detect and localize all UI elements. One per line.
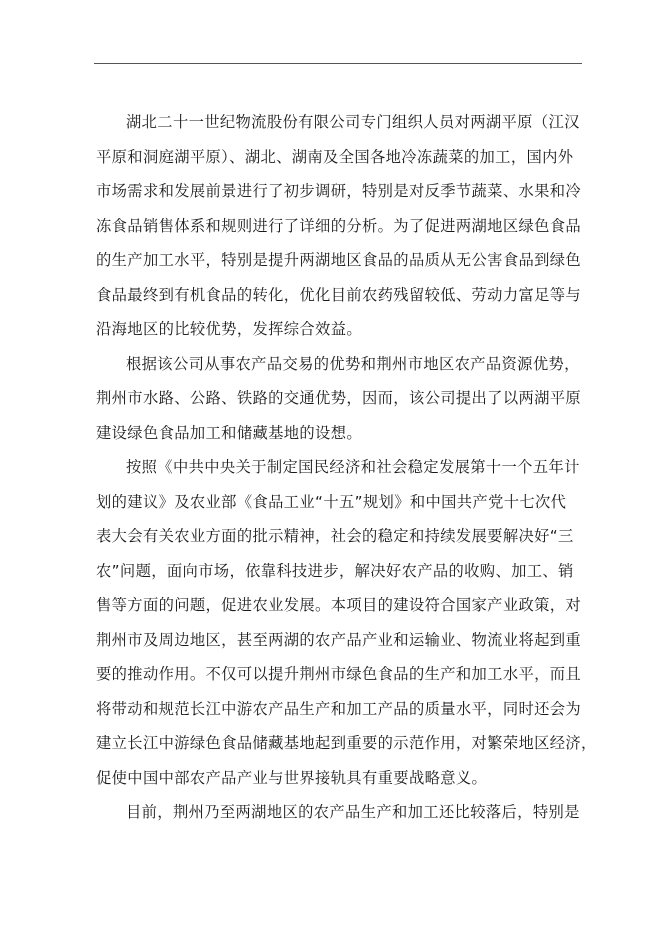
paragraph-1-line-3: 市场需求和发展前景进行了初步调研，特别是对反季节蔬菜、水果和冷 <box>96 182 582 200</box>
paragraph-3-line-7: 要的推动作用。不仅可以提升荆州市绿色食品的生产和加工水平，而且 <box>96 665 582 683</box>
paragraph-1-line-4: 冻食品销售体系和规则进行了详细的分析。为了促进两湖地区绿色食品 <box>96 216 582 235</box>
paragraph-3-line-1: 按照《中共中央关于制定国民经济和社会稳定发展第十一个五年计 <box>126 458 580 476</box>
paragraph-1-line-5: 的生产加工水平，特别是提升两湖地区食品的品质从无公害食品到绿色 <box>96 251 582 269</box>
paragraph-1-line-6: 食品最终到有机食品的转化，优化目前农药残留较低、劳动力富足等与 <box>96 285 582 304</box>
paragraph-2-line-1: 根据该公司从事农产品交易的优势和荆州市地区农产品资源优势， <box>126 354 580 373</box>
body-text <box>96 105 597 830</box>
paragraph-2-line-2: 荆州市水路、公路、铁路的交通优势，因而，该公司提出了以两湖平原 <box>96 389 582 407</box>
paragraph-2-line-3: 建设绿色食品加工和储藏基地的设想。 <box>96 423 362 442</box>
paragraph-3-line-8: 将带动和规范长江中游农产品生产和加工产品的质量水平，同时还会为 <box>96 699 582 718</box>
paragraph-3-line-3: 表大会有关农业方面的批示精神，社会的稳定和持续发展要解决好“三 <box>96 527 574 545</box>
header-rule <box>94 63 582 64</box>
paragraph-1-line-1: 湖北二十一世纪物流股份有限公司专门组织人员对两湖平原（江汉 <box>126 113 580 131</box>
paragraph-3-line-5: 售等方面的问题，促进农业发展。本项目的建设符合国家产业政策，对 <box>96 596 582 614</box>
paragraph-3-line-6: 荆州市及周边地区，甚至两湖的农产品产业和运输业、物流业将起到重 <box>96 630 582 649</box>
paragraph-1-line-2: 平原和洞庭湖平原）、湖北、湖南及全国各地冷冻蔬菜的加工，国内外 <box>96 147 574 166</box>
paragraph-3-line-10: 促使中国中部农产品产业与世界接轨具有重要战略意义。 <box>96 768 488 787</box>
paragraph-3-line-4: 农”问题，面向市场，依靠科技进步，解决好农产品的收购、加工、销 <box>96 561 574 580</box>
paragraph-3-line-2: 划的建议》及农业部《食品工业“十五”规划》和中国共产党十七次代 <box>96 492 567 511</box>
paragraph-1-line-7: 沿海地区的比较优势，发挥综合效益。 <box>96 320 362 338</box>
paragraph-4-line-1: 目前，荆州乃至两湖地区的农产品生产和加工还比较落后，特别是 <box>126 803 580 821</box>
paragraph-3-line-9: 建立长江中游绿色食品储藏基地起到重要的示范作用，对繁荣地区经济， <box>96 734 597 752</box>
